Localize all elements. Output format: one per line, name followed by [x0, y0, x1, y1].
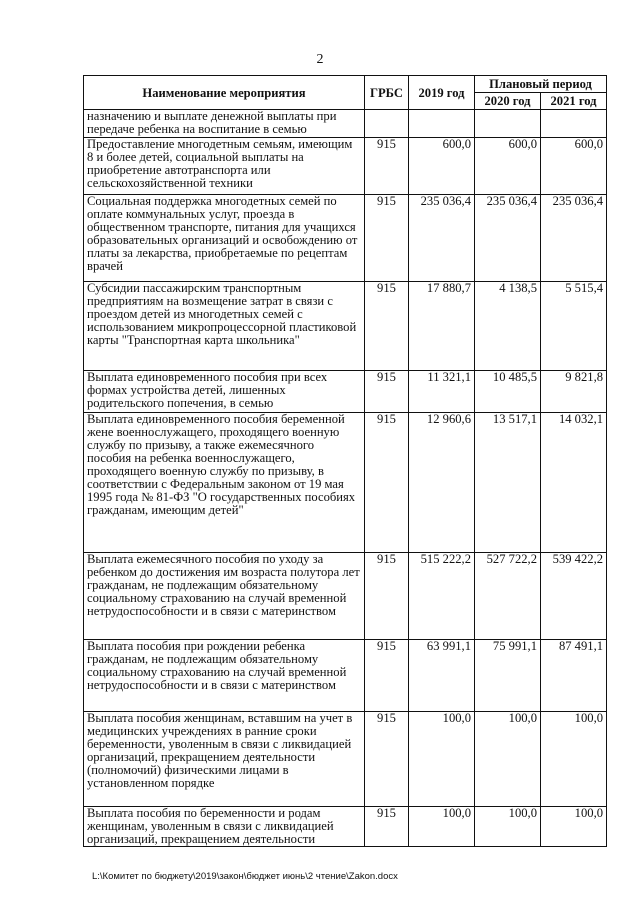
header-planned-period: Плановый период: [475, 76, 607, 93]
header-name: Наименование мероприятия: [84, 76, 365, 110]
row-name: Субсидии пассажирским транспортным предприятиям на возмещение затрат в связи с проездом детей из многодетных семей с использованием микропроцессорной пластиковой карты "Транспортная карта школьника": [84, 282, 365, 371]
row-value-2019: 100,0: [409, 712, 475, 807]
row-name: Выплата единовременного пособия при всех формах устройства детей, лишенных родительского попечения, в семью: [84, 371, 365, 413]
row-grbs: 915: [365, 807, 409, 847]
row-value-2021: 5 515,4: [541, 282, 607, 371]
row-value-2020: [475, 110, 541, 138]
row-value-2020: 527 722,2: [475, 553, 541, 640]
row-name: Выплата пособия при рождении ребенка гражданам, не подлежащим обязательному социальному страхованию на случай временной нетрудоспособности и в связи с материнством: [84, 640, 365, 712]
table-header-row: [84, 76, 607, 93]
row-value-2019: 515 222,2: [409, 553, 475, 640]
row-value-2021: 14 032,1: [541, 413, 607, 553]
row-value-2020: 235 036,4: [475, 195, 541, 282]
row-name: Выплата ежемесячного пособия по уходу за ребенком до достижения им возраста полутора лет гражданам, не подлежащим обязательному социальному страхованию на случай временной нетрудоспособности и в связи с материнством: [84, 553, 365, 640]
table-row: [84, 110, 607, 138]
row-value-2019: 11 321,1: [409, 371, 475, 413]
row-value-2021: 9 821,8: [541, 371, 607, 413]
row-name: Предоставление многодетным семьям, имеющим 8 и более детей, социальной выплаты на приобретение автотранспорта или сельскохозяйственной техники: [84, 138, 365, 195]
header-2021: 2021 год: [541, 93, 607, 110]
row-name: Социальная поддержка многодетных семей по оплате коммунальных услуг, проезда в общественном транспорте, питания для учащихся образовательных организаций и освобождению от платы за лекарства, приобретаемые по рецептам врачей: [84, 195, 365, 282]
footer-file-path: L:\Комитет по бюджету\2019\закон\бюджет июнь\2 чтение\Zakon.docx: [92, 871, 398, 882]
header-2020: 2020 год: [475, 93, 541, 110]
table-body: [84, 110, 607, 847]
table-row: [84, 195, 607, 282]
row-grbs: 915: [365, 138, 409, 195]
row-name: Выплата единовременного пособия беременной жене военнослужащего, проходящего военную службу по призыву, а также ежемесячного пособия на ребенка военнослужащего, проходящего военную службу по призыву, в соответствии с Федеральным законом от 19 мая 1995 года № 81-ФЗ "О государственных пособиях гражданам, имеющим детей": [84, 413, 365, 553]
row-value-2019: [409, 110, 475, 138]
row-grbs: 915: [365, 712, 409, 807]
row-grbs: 915: [365, 553, 409, 640]
header-grbs: ГРБС: [365, 76, 409, 110]
row-value-2021: 87 491,1: [541, 640, 607, 712]
row-grbs: 915: [365, 640, 409, 712]
row-value-2019: 235 036,4: [409, 195, 475, 282]
row-grbs: 915: [365, 413, 409, 553]
row-grbs: 915: [365, 282, 409, 371]
row-value-2019: 100,0: [409, 807, 475, 847]
table-row: [84, 640, 607, 712]
page-number: 2: [316, 52, 324, 67]
row-value-2019: 17 880,7: [409, 282, 475, 371]
row-value-2020: 600,0: [475, 138, 541, 195]
row-grbs: [365, 110, 409, 138]
row-value-2021: 235 036,4: [541, 195, 607, 282]
table-row: [84, 371, 607, 413]
row-grbs: 915: [365, 371, 409, 413]
row-value-2019: 600,0: [409, 138, 475, 195]
table-row: [84, 413, 607, 553]
row-value-2021: 539 422,2: [541, 553, 607, 640]
row-value-2020: 75 991,1: [475, 640, 541, 712]
row-value-2020: 10 485,5: [475, 371, 541, 413]
row-value-2019: 12 960,6: [409, 413, 475, 553]
row-value-2021: 100,0: [541, 807, 607, 847]
row-value-2021: 600,0: [541, 138, 607, 195]
header-2019: 2019 год: [409, 76, 475, 110]
row-value-2019: 63 991,1: [409, 640, 475, 712]
table-row: [84, 138, 607, 195]
row-value-2020: 100,0: [475, 712, 541, 807]
table-row: [84, 282, 607, 371]
row-value-2021: 100,0: [541, 712, 607, 807]
table-row: [84, 553, 607, 640]
table-row: [84, 712, 607, 807]
row-value-2020: 100,0: [475, 807, 541, 847]
table-row: [84, 807, 607, 847]
row-value-2020: 13 517,1: [475, 413, 541, 553]
row-grbs: 915: [365, 195, 409, 282]
row-name: Выплата пособия по беременности и родам женщинам, уволенным в связи с ликвидацией организаций, прекращением деятельности: [84, 807, 365, 847]
budget-table: [83, 75, 607, 847]
row-name: Выплата пособия женщинам, вставшим на учет в медицинских учреждениях в ранние сроки беременности, уволенным в связи с ликвидацией организаций, прекращением деятельности (полномочий) физическими лицами в установленном порядке: [84, 712, 365, 807]
row-value-2020: 4 138,5: [475, 282, 541, 371]
row-name: назначению и выплате денежной выплаты при передаче ребенка на воспитание в семью: [84, 110, 365, 138]
row-value-2021: [541, 110, 607, 138]
